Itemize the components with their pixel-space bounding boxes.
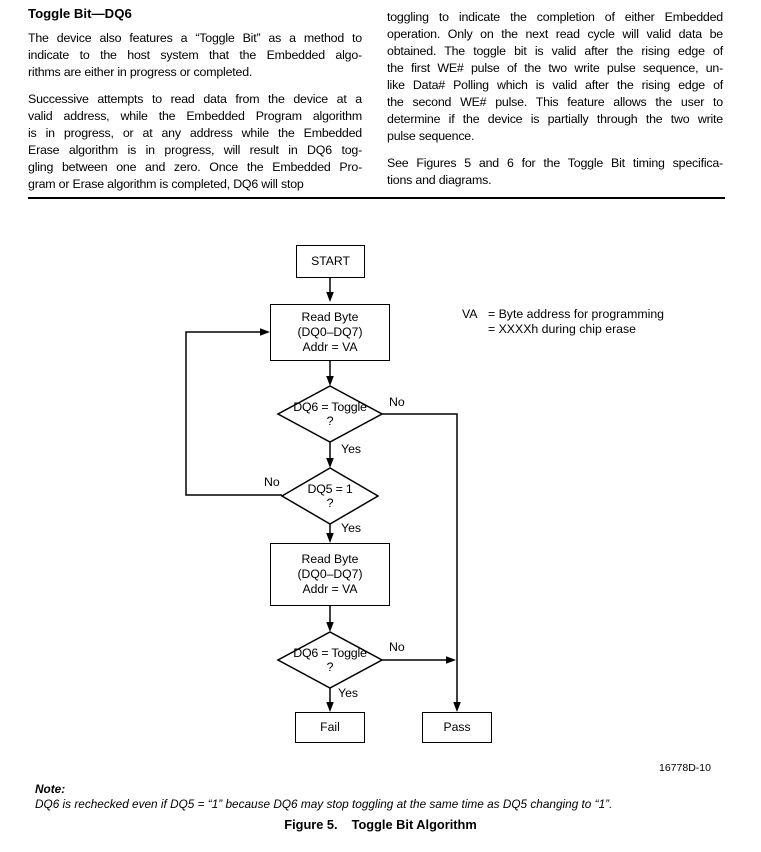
text-line: gram or Erase algorithm is completed, DQ6 will stop <box>28 177 304 191</box>
read-byte-line: Read Byte <box>301 310 359 324</box>
va-legend-definitions <box>488 307 664 337</box>
text-line: See Figures 5 and 6 for the Toggle Bit timing specifica- <box>387 156 723 170</box>
branch-label-yes-1: Yes <box>341 442 362 456</box>
branch-label-yes-2: Yes <box>341 521 362 535</box>
text-line: like Data# Polling which is valid after the rising edge of <box>387 78 723 92</box>
va-legend-term: VA <box>462 307 478 321</box>
read-byte-line: (DQ0–DQ7) <box>297 567 363 581</box>
text-line: valid address, while the Embedded Program algorithm <box>28 109 362 123</box>
text-line: pulse sequence. <box>387 129 475 143</box>
read-byte-line: Addr = VA <box>302 340 358 354</box>
note-text: DQ6 is rechecked even if DQ5 = “1” because DQ6 may stop toggling at the same time as DQ5 changing to “1”. <box>35 797 613 811</box>
arrowhead-down-dq5 <box>326 458 334 468</box>
figure-caption-number: Figure 5. <box>284 817 338 832</box>
branch-label-no-2: No <box>264 475 280 489</box>
fail-label: Fail <box>320 720 340 734</box>
arrowhead-down-read2 <box>326 533 334 543</box>
read-byte-line: Read Byte <box>301 552 359 566</box>
text-line: The device also features a “Toggle Bit” as a method to <box>28 31 362 45</box>
text-line: is in progress, or at any address while the Embedded <box>28 126 362 140</box>
document-reference-number: 16778D-10 <box>659 762 711 774</box>
text-line: obtained. The toggle bit is valid after the rising edge of <box>387 44 723 58</box>
section-heading: Toggle Bit—DQ6 <box>28 6 132 21</box>
pass-label: Pass <box>443 720 471 734</box>
text-line: indicate to the host system that the Embedded algo- <box>28 48 362 62</box>
text-line: Successive attempts to read data from the device at a <box>28 92 362 106</box>
read-byte-line: (DQ0–DQ7) <box>297 325 363 339</box>
va-legend-line: = XXXXh during chip erase <box>488 322 636 336</box>
decision-dq6-second-text <box>272 646 388 674</box>
decision-dq6-first-text <box>272 400 388 428</box>
decision-line: DQ6 = Toggle <box>293 400 367 414</box>
text-line: gling between one and zero. Once the Embedded Pro- <box>28 160 362 174</box>
branch-label-no-3: No <box>389 640 405 654</box>
text-line: the second WE# pulse. This feature allows the user to <box>387 95 723 109</box>
branch-label-yes-3: Yes <box>338 686 359 700</box>
text-line: the first WE# pulse of the two write pulse sequence, un- <box>387 61 723 75</box>
start-label: START <box>311 254 350 268</box>
connector-dq6a-no-to-pass <box>382 414 457 702</box>
decision-line: DQ6 = Toggle <box>293 646 367 660</box>
decision-dq5-text <box>282 482 378 510</box>
figure-caption-title: Toggle Bit Algorithm <box>351 817 477 832</box>
arrowhead-right-dq6b-no <box>446 656 456 664</box>
va-legend <box>462 307 664 337</box>
text-line: determine if the device is partially through the two write <box>387 112 723 126</box>
read-byte-box-bottom <box>270 543 390 606</box>
connector-dq5-no-loop <box>186 332 282 495</box>
decision-line: ? <box>326 496 334 510</box>
arrowhead-down-dq6b <box>326 622 334 632</box>
text-line: operation. Only on the next read cycle will valid data be <box>387 27 723 41</box>
decision-line: DQ5 = 1 <box>307 482 353 496</box>
read-byte-line: Addr = VA <box>302 582 358 596</box>
va-legend-line: = Byte address for programming <box>488 307 664 321</box>
fail-box <box>295 712 365 743</box>
arrowhead-down-fail <box>326 702 334 712</box>
decision-line: ? <box>326 414 334 428</box>
read-byte-box-top <box>270 304 390 361</box>
decision-line: ? <box>326 660 334 674</box>
text-line: tions and diagrams. <box>387 173 492 187</box>
branch-label-no-1: No <box>389 395 405 409</box>
figure-caption <box>0 817 761 832</box>
start-box <box>296 245 365 278</box>
note-label: Note: <box>35 782 66 796</box>
pass-box <box>422 712 492 743</box>
arrowhead-down-pass <box>453 702 461 712</box>
arrowhead-down-dq6a <box>326 376 334 386</box>
text-line: rithms are either in progress or completed. <box>28 65 253 79</box>
arrowhead-right-loop <box>260 328 270 336</box>
arrowhead-down-read1 <box>326 292 334 302</box>
text-line: Erase algorithm is in progress, will result in DQ6 tog- <box>28 143 362 157</box>
text-line: toggling to indicate the completion of either Embedded <box>387 10 723 24</box>
